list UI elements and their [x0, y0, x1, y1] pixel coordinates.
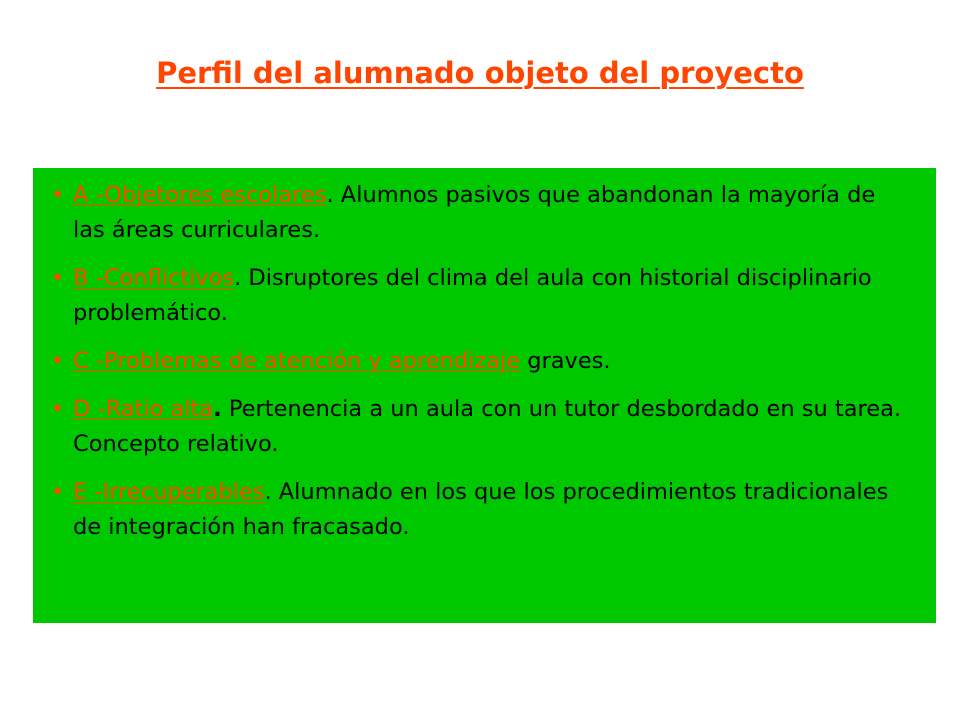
list-item	[51, 392, 906, 462]
bullet-list	[51, 178, 906, 545]
item-separator: .	[213, 396, 222, 422]
bullet-icon: •	[51, 397, 64, 422]
bullet-icon: •	[51, 183, 64, 208]
bullet-icon: •	[51, 266, 64, 291]
item-separator: .	[264, 479, 272, 505]
bullet-icon: •	[51, 480, 64, 505]
item-text: Pertenencia a un aula con un tutor desbordado en su tarea. Concepto relativo.	[73, 396, 902, 457]
content-box	[33, 168, 936, 623]
item-text: Alumnado en los que los procedimientos tradicionales de integración han fracasado.	[73, 479, 889, 540]
list-item	[51, 178, 906, 248]
list-item	[51, 261, 906, 331]
list-item	[51, 475, 906, 545]
item-term: E -Irrecuperables	[73, 479, 265, 505]
item-term: A -Objetores escolares	[73, 182, 327, 208]
item-term: B -Conflictivos	[73, 265, 235, 291]
item-text: Disruptores del clima del aula con historial disciplinario problemático.	[73, 265, 872, 326]
item-separator: .	[234, 265, 242, 291]
item-term: D -Ratio alta	[73, 396, 214, 422]
slide-title: Perfil del alumnado objeto del proyecto	[156, 56, 804, 90]
item-text: graves.	[520, 348, 611, 374]
item-term: C -Problemas de atención y aprendizaje	[73, 348, 521, 374]
bullet-icon: •	[51, 349, 64, 374]
item-text: Alumnos pasivos que abandonan la mayoría de las áreas curriculares.	[73, 182, 876, 243]
item-separator: .	[326, 182, 334, 208]
list-item	[51, 344, 906, 379]
